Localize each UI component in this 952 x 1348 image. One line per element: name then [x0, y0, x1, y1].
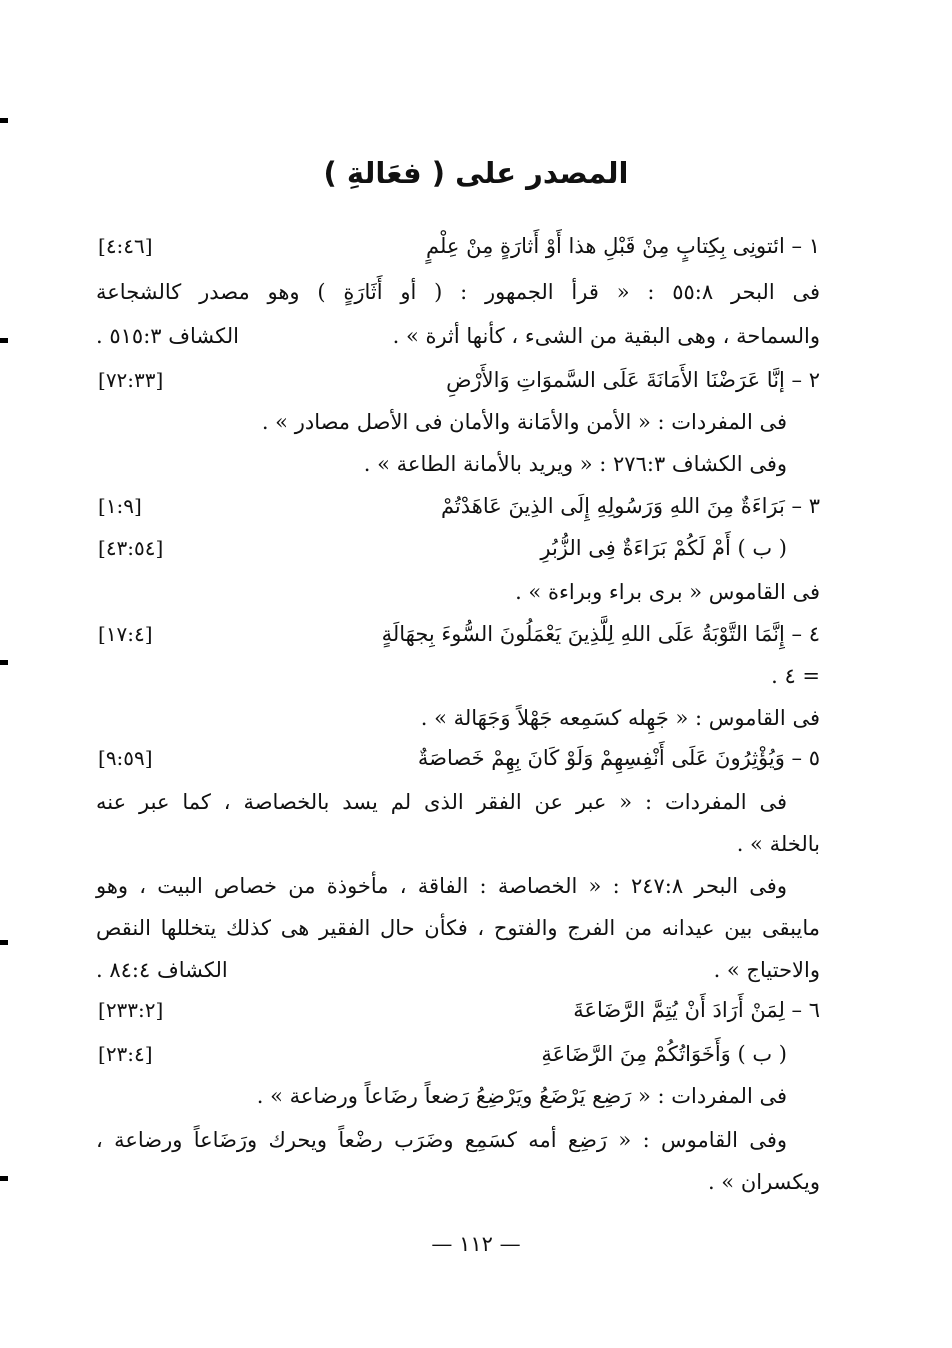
page-number: — ١١٢ —	[431, 1232, 521, 1256]
entry-1-commentary-line-1: فى البحر ٥٥:٨ : « قرأ الجمهور : ( أو أَثَارَةٍ ) وهو مصدر كالشجاعة	[96, 280, 820, 304]
entry-6-reference: [٢٣٣:٢]	[98, 998, 164, 1022]
entry-6-verse: ٦ – لِمَنْ أَرَادَ أَنْ يُتِمَّ الرَّضَاعَةَ	[573, 998, 820, 1022]
page-title: المصدر على ( فعَالةِ )	[323, 156, 629, 190]
entry-5-kashshaf-note: الكشاف ٨٤:٤ .	[96, 958, 228, 982]
entry-1-kashshaf-note: الكشاف ٥١٥:٣ .	[96, 324, 239, 348]
entry-4-crossref: = ٤ .	[771, 664, 820, 688]
entry-1-reference: [٤:٤٦]	[98, 234, 153, 258]
scan-edge-mark	[0, 118, 8, 123]
entry-6b-reference: [٢٣:٤]	[98, 1042, 153, 1066]
entry-6-mufradat: فى المفردات : « رَضِع يَرْضَعُ ويَرْضِعُ رَضعاً رضَاعاً ورضاعة » .	[256, 1084, 787, 1108]
entry-1-verse: ١ – ائتونِى بِكِتابٍ مِنْ قَبْلِ هذا أَوْ أَثارَةٍ مِنْ عِلْمٍ	[425, 234, 820, 258]
entry-6-qamus-line-1: وفى القاموس : « رَضِع أمه كسَمِع وضَرَب رضْعاً ويحرك ورَضَاعاً ورضاعة ،	[96, 1128, 787, 1152]
entry-2-reference: [٧٢:٣٣]	[98, 368, 164, 392]
entry-3-verse: ٣ – بَرَاءَةٌ مِنَ اللهِ وَرَسُولِهِ إِلَى الذِينَ عَاهَدْتُمْ	[440, 494, 820, 518]
entry-3-qamus: فى القاموس « برى براء وبراءة » .	[515, 580, 820, 604]
scan-edge-mark	[0, 660, 8, 665]
entry-5-bahr-line-2: مايبقى بين عيدانه من الفرج والفتوح ، فكأن حال الفقير هى كذلك يتخللها النقص	[96, 916, 820, 940]
entry-2-kashshaf: وفى الكشاف ٢٧٦:٣ : « ويريد بالأمانة الطاعة » .	[363, 452, 787, 476]
entry-5-bahr-line-3: والاحتياج » .	[713, 958, 820, 982]
entry-3b-reference: [٤٣:٥٤]	[98, 536, 164, 560]
entry-4-qamus: فى القاموس : « جَهِله كسَمِعه جَهْلاً وَجَهَالة » .	[420, 706, 820, 730]
scan-edge-mark	[0, 940, 8, 945]
entry-2-verse: ٢ – إنَّا عَرَضْنَا الأَمَانَةَ عَلَى السَّموَاتِ وَالأَرْضِ	[446, 368, 820, 392]
entry-5-mufradat-line-1: فى المفردات : « عبر عن الفقر الذى لم يسد بالخصاصة ، كما عبر عنه	[96, 790, 787, 814]
entry-2-mufradat: فى المفردات : « الأمن والأمَانة والأمان فى الأصل مصادر » .	[261, 410, 787, 434]
entry-3-reference: [١:٩]	[98, 494, 142, 518]
scan-edge-mark	[0, 1176, 8, 1181]
entry-1-commentary-line-2: والسماحة ، وهى البقية من الشىء ، كأنها أثرة » .	[392, 324, 820, 348]
entry-3b-verse: ( ب ) أَمْ لَكُمْ بَرَاءَةٌ فِى الزُّبُرِ	[540, 536, 787, 560]
entry-5-verse: ٥ – وَيُؤْثِرُونَ عَلَى أَنْفِسِهِمْ وَلَوْ كَانَ بِهِمْ خَصاصَةٌ	[417, 746, 820, 770]
entry-5-reference: [٩:٥٩]	[98, 746, 153, 770]
entry-6b-verse: ( ب ) وَأَخَوَاتُكُمْ مِنَ الرَّضَاعَةِ	[541, 1042, 787, 1066]
scan-edge-mark	[0, 338, 8, 343]
entry-4-verse: ٤ – إِنَّمَا التَّوْبَةُ عَلَى اللهِ لِلَّذِينَ يَعْمَلُونَ السُّوءَ بِجهَالَةٍ	[381, 622, 820, 646]
entry-4-reference: [١٧:٤]	[98, 622, 153, 646]
entry-5-bahr-line-1: وفى البحر ٢٤٧:٨ : « الخصاصة : الفاقة ، مأخوذة من خصاص البيت ، وهو	[96, 874, 787, 898]
entry-6-qamus-line-2: ويكسران » .	[707, 1170, 820, 1194]
entry-5-mufradat-line-2: بالخلة » .	[736, 832, 820, 856]
